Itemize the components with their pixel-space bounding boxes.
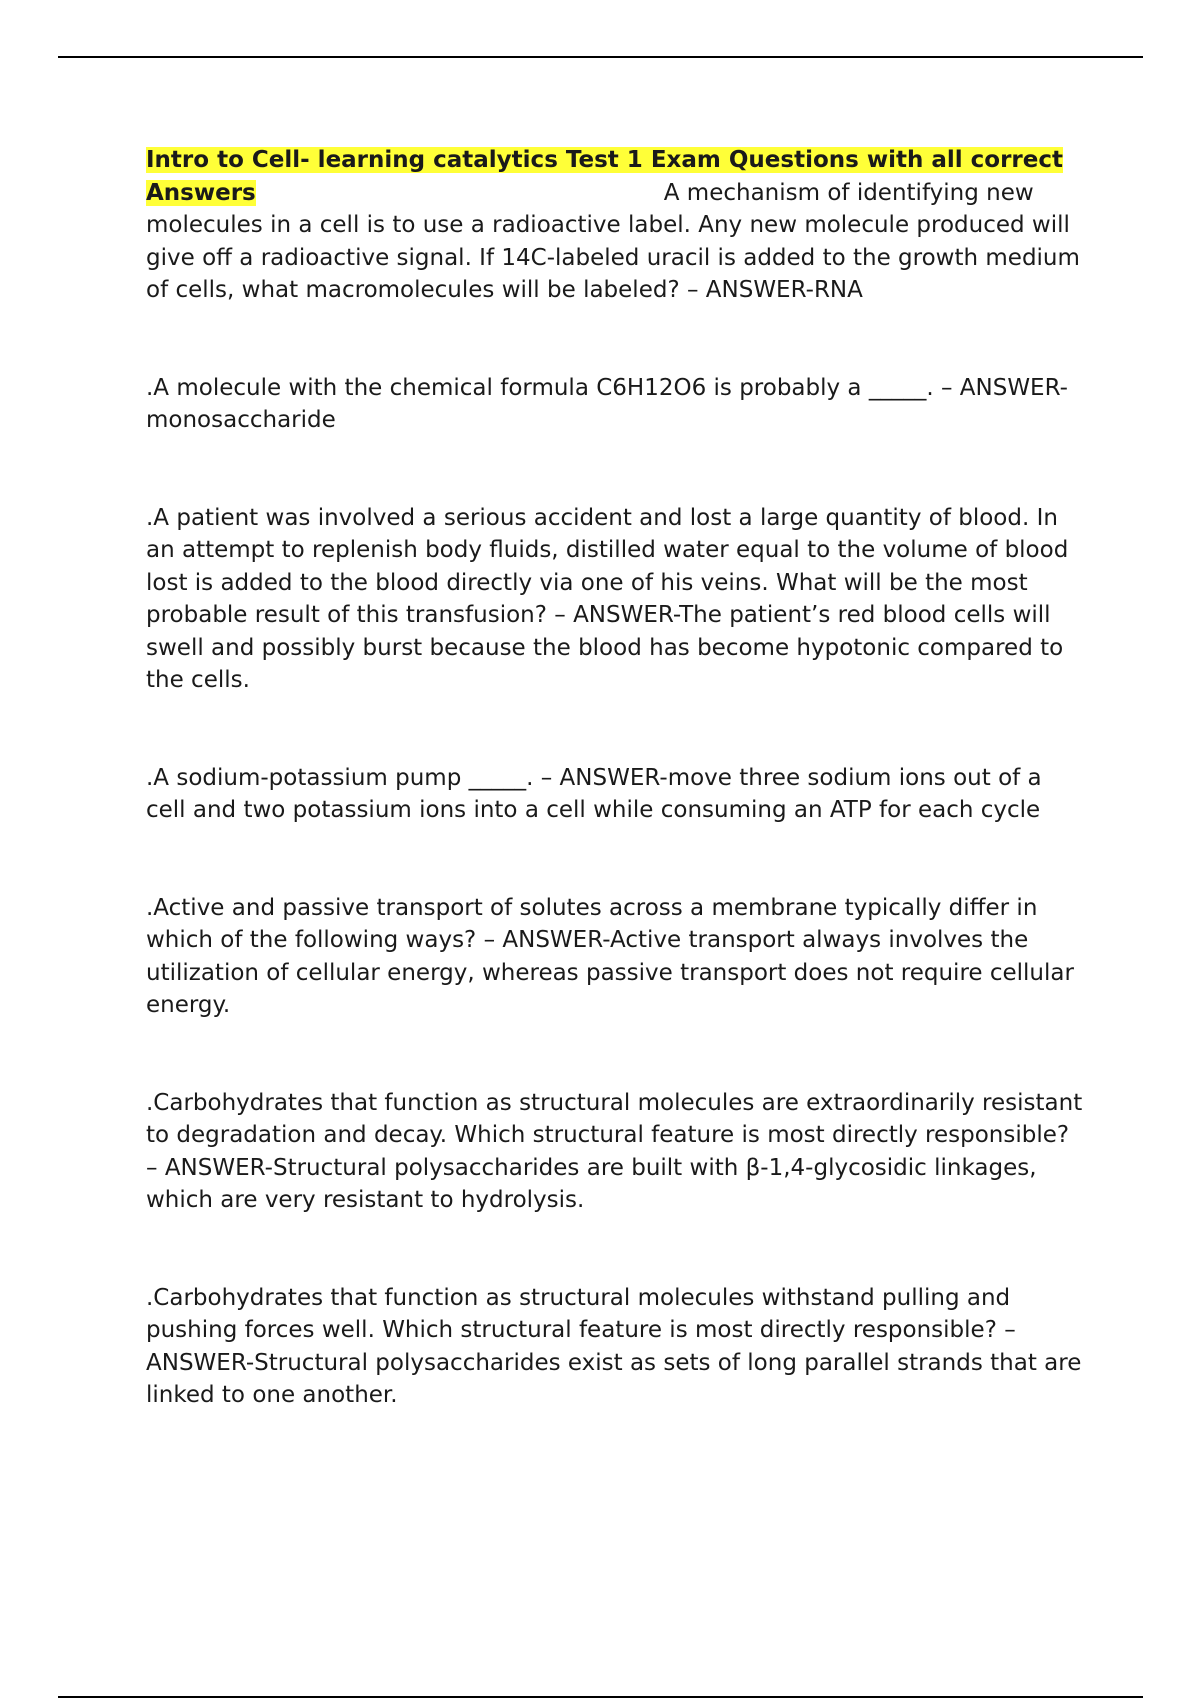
question-text: .Carbohydrates that function as structural molecules withstand pulling and pushing forces well. Which structural feature is most directly responsible? – — [146, 1284, 1016, 1343]
answer-text: ANSWER-RNA — [705, 277, 863, 303]
answer-text: ANSWER-Structural polysaccharides exist as sets of long parallel strands that are linked to one another. — [146, 1349, 1082, 1408]
qa-item — [146, 502, 1086, 697]
footer-rule — [58, 1696, 1143, 1698]
question-text: .A sodium-potassium pump _____. – — [146, 764, 560, 791]
document-title: Intro to Cell- learning catalytics Test 1 Exam Questions with all correct Answers — [146, 147, 1063, 206]
question-text: .Carbohydrates that function as structural molecules are extraordinarily resistant to degradation and decay. Which structural feature is most directly responsible? – — [146, 1089, 1083, 1181]
qa-item — [146, 372, 1086, 437]
answer-text: ANSWER-The patient’s red blood cells will swell and possibly burst because the blood has become hypotonic compared to the cells. — [146, 602, 1064, 693]
question-text: A mechanism of identifying new molecules in a cell is to use a radioactive label. Any new molecule produced will give off a radioactive signal. If 14C-labeled uracil is added to the growth medium of cells, what macromolecules will be labeled? – — [146, 179, 1080, 303]
question-text: .Active and passive transport of solutes across a membrane typically differ in which of the following ways? – — [146, 894, 1038, 953]
answer-text: ANSWER-move three sodium ions out of a cell and two potassium ions into a cell while consuming an ATP for each cycle — [146, 764, 1042, 823]
qa-item — [146, 1087, 1086, 1217]
header-rule — [58, 56, 1143, 58]
question-text: .A patient was involved a serious accident and lost a large quantity of blood. In an attempt to replenish body fluids, distilled water equal to the volume of blood lost is added to the blood directly via one of his veins. What will be the most probable result of this transfusion? – — [146, 504, 1069, 628]
qa-item — [146, 892, 1086, 1022]
qa-item — [146, 1282, 1086, 1412]
answer-text: ANSWER-Active transport always involves the utilization of cellular energy, whereas passive transport does not require cellular energy. — [146, 927, 1074, 1018]
document-body — [146, 144, 1086, 1412]
qa-item — [146, 144, 1086, 307]
question-text: .A molecule with the chemical formula C6H12O6 is probably a _____. – — [146, 374, 960, 401]
answer-text: ANSWER-Structural polysaccharides are built with β-1,4-glycosidic linkages, which are very resistant to hydrolysis. — [146, 1154, 1037, 1213]
qa-item — [146, 762, 1086, 827]
answer-text: ANSWER-monosaccharide — [146, 374, 1068, 433]
